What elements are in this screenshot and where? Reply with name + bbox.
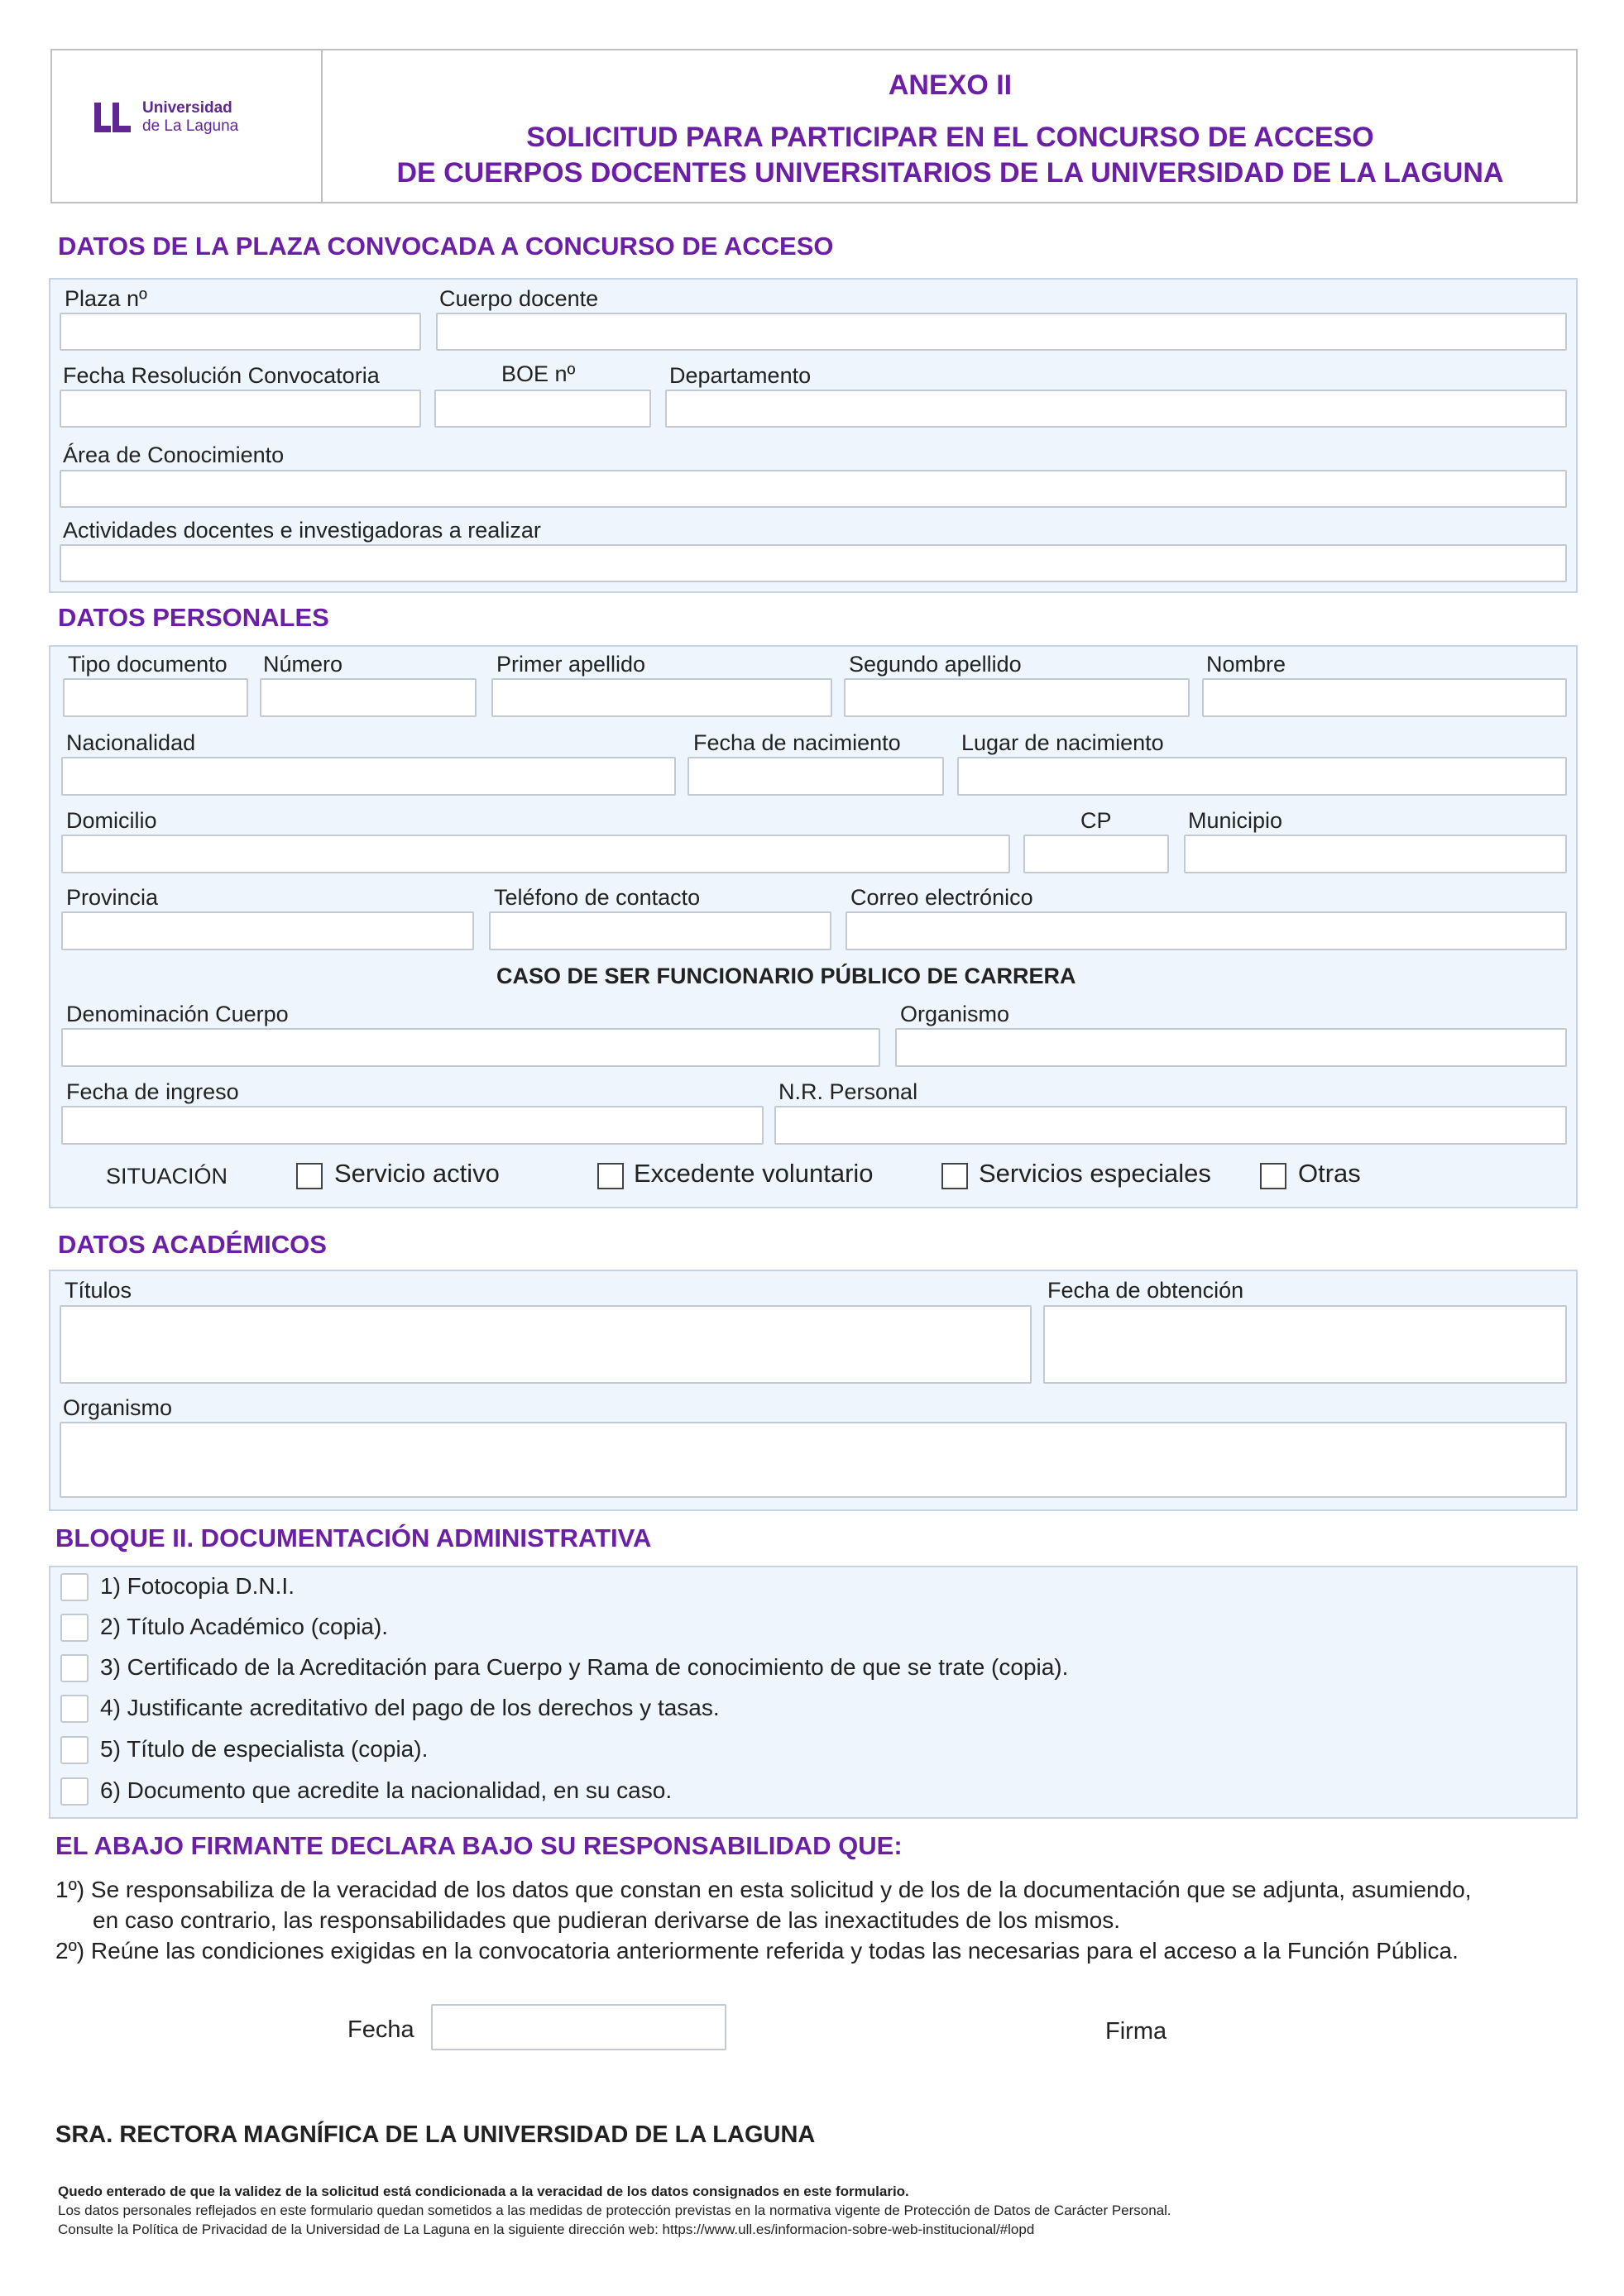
- plaza-no-field[interactable]: [60, 313, 421, 351]
- situacion-excedente-checkbox[interactable]: [597, 1163, 624, 1189]
- footer-note-3: Consulte la Política de Privacidad de la Universidad de La Laguna en la siguiente dirección web: https://www.ull.es/informacion-sobre-web-institucional/#lopd: [58, 2222, 1035, 2237]
- denominacion-cuerpo-label: Denominación Cuerpo: [66, 1002, 289, 1026]
- situacion-label: SITUACIÓN: [106, 1164, 228, 1189]
- situacion-option-label: Excedente voluntario: [634, 1159, 874, 1188]
- organismo-label: Organismo: [900, 1002, 1010, 1026]
- doc-checkbox-titulo[interactable]: [60, 1614, 89, 1642]
- numero-field[interactable]: [260, 678, 477, 717]
- fecha-ingreso-label: Fecha de ingreso: [66, 1079, 239, 1104]
- cp-label: CP: [1080, 808, 1112, 833]
- form-title-line1: SOLICITUD PARA PARTICIPAR EN EL CONCURSO DE ACCESO: [526, 122, 1374, 153]
- situacion-servicio-activo-checkbox[interactable]: [296, 1163, 323, 1189]
- titulos-label: Títulos: [65, 1278, 132, 1303]
- situacion-option-label: Servicios especiales: [979, 1159, 1211, 1188]
- doc-item-label: 3) Certificado de la Acreditación para Cuerpo y Rama de conocimiento de que se trate (copia).: [100, 1654, 1069, 1680]
- declaracion-section-title: EL ABAJO FIRMANTE DECLARA BAJO SU RESPONSABILIDAD QUE:: [55, 1831, 903, 1860]
- tipo-documento-field[interactable]: [63, 678, 248, 717]
- anexo-title: ANEXO II: [888, 69, 1013, 101]
- plaza-no-label: Plaza nº: [65, 286, 147, 311]
- segundo-apellido-field[interactable]: [844, 678, 1190, 717]
- fecha-label: Fecha: [347, 2016, 414, 2043]
- fecha-obtencion-field[interactable]: [1043, 1305, 1567, 1384]
- situacion-option-label: Servicio activo: [334, 1159, 500, 1188]
- doc-checkbox-especialista[interactable]: [60, 1736, 89, 1764]
- footer-note-bold: Quedo enterado de que la validez de la solicitud está condicionada a la veracidad de los datos consignados en este formulario.: [58, 2184, 909, 2199]
- doc-item-label: 5) Título de especialista (copia).: [100, 1736, 429, 1762]
- fecha-nacimiento-field[interactable]: [687, 757, 944, 796]
- destinatario: SRA. RECTORA MAGNÍFICA DE LA UNIVERSIDAD DE LA LAGUNA: [55, 2121, 816, 2148]
- municipio-field[interactable]: [1184, 835, 1567, 873]
- fecha-field[interactable]: [431, 2004, 726, 2050]
- university-logo: [91, 99, 238, 136]
- fecha-resolucion-label: Fecha Resolución Convocatoria: [63, 363, 380, 388]
- declaracion-p1-b: en caso contrario, las responsabilidades que pudieran derivarse de las inexactitudes de los mismos.: [93, 1907, 1121, 1933]
- nacionalidad-label: Nacionalidad: [66, 730, 196, 755]
- nombre-field[interactable]: [1202, 678, 1567, 717]
- documentacion-section-title: BLOQUE II. DOCUMENTACIÓN ADMINISTRATIVA: [55, 1523, 652, 1552]
- boe-field[interactable]: [434, 390, 651, 428]
- boe-label: BOE nº: [501, 361, 576, 386]
- cp-field[interactable]: [1023, 835, 1169, 873]
- provincia-field[interactable]: [61, 911, 474, 950]
- domicilio-label: Domicilio: [66, 808, 157, 833]
- declaracion-p2: 2º) Reúne las condiciones exigidas en la convocatoria anteriormente referida y todas las necesarias para el acceso a la Función Pública.: [55, 1938, 1459, 1964]
- departamento-field[interactable]: [665, 390, 1567, 428]
- departamento-label: Departamento: [669, 363, 812, 388]
- doc-item-label: 2) Título Académico (copia).: [100, 1614, 389, 1639]
- correo-label: Correo electrónico: [850, 885, 1033, 910]
- organismo-field[interactable]: [895, 1028, 1567, 1067]
- logo-line1: Universidad: [142, 99, 232, 117]
- nr-personal-label: N.R. Personal: [778, 1079, 918, 1104]
- situacion-otras-checkbox[interactable]: [1260, 1163, 1286, 1189]
- situacion-option-label: Otras: [1298, 1159, 1361, 1188]
- logo-line2: de La Laguna: [142, 117, 239, 135]
- provincia-label: Provincia: [66, 885, 159, 910]
- denominacion-cuerpo-field[interactable]: [61, 1028, 880, 1067]
- primer-apellido-field[interactable]: [491, 678, 832, 717]
- fecha-ingreso-field[interactable]: [61, 1106, 764, 1145]
- primer-apellido-label: Primer apellido: [496, 652, 646, 677]
- area-label: Área de Conocimiento: [63, 442, 285, 467]
- footer-note-2: Los datos personales reflejados en este formulario quedan sometidos a las medidas de protección previstas en la normativa vigente de Protección de Datos de Carácter Personal.: [58, 2203, 1171, 2218]
- doc-checkbox-acreditacion[interactable]: [60, 1654, 89, 1682]
- situacion-servicios-especiales-checkbox[interactable]: [941, 1163, 968, 1189]
- plaza-section-title: DATOS DE LA PLAZA CONVOCADA A CONCURSO DE ACCESO: [58, 232, 834, 261]
- doc-checkbox-dni[interactable]: [60, 1573, 89, 1601]
- lugar-nacimiento-field[interactable]: [957, 757, 1567, 796]
- doc-item-label: 4) Justificante acreditativo del pago de los derechos y tasas.: [100, 1695, 720, 1720]
- doc-checkbox-nacionalidad[interactable]: [60, 1777, 89, 1806]
- nombre-label: Nombre: [1206, 652, 1286, 677]
- telefono-field[interactable]: [489, 911, 831, 950]
- fecha-obtencion-label: Fecha de obtención: [1047, 1278, 1244, 1303]
- telefono-label: Teléfono de contacto: [494, 885, 701, 910]
- doc-item-label: 1) Fotocopia D.N.I.: [100, 1573, 295, 1599]
- actividades-label: Actividades docentes e investigadoras a realizar: [63, 518, 541, 543]
- doc-checkbox-pago[interactable]: [60, 1695, 89, 1723]
- academicos-organismo-label: Organismo: [63, 1395, 173, 1420]
- lugar-nacimiento-label: Lugar de nacimiento: [961, 730, 1164, 755]
- domicilio-field[interactable]: [61, 835, 1010, 873]
- declaracion-p1-a: 1º) Se responsabiliza de la veracidad de los datos que constan en esta solicitud y de los de la documentación que se adjunta, asumiendo,: [55, 1877, 1472, 1902]
- numero-label: Número: [263, 652, 343, 677]
- nr-personal-field[interactable]: [774, 1106, 1567, 1145]
- actividades-field[interactable]: [60, 544, 1567, 582]
- tipo-documento-label: Tipo documento: [68, 652, 228, 677]
- ull-logo-icon: [91, 99, 134, 136]
- municipio-label: Municipio: [1188, 808, 1283, 833]
- cuerpo-docente-label: Cuerpo docente: [439, 286, 599, 311]
- fecha-nacimiento-label: Fecha de nacimiento: [693, 730, 901, 755]
- area-field[interactable]: [60, 470, 1567, 508]
- segundo-apellido-label: Segundo apellido: [849, 652, 1022, 677]
- firma-label: Firma: [1105, 2018, 1167, 2045]
- fecha-resolucion-field[interactable]: [60, 390, 421, 428]
- form-title-line2: DE CUERPOS DOCENTES UNIVERSITARIOS DE LA UNIVERSIDAD DE LA LAGUNA: [396, 157, 1504, 189]
- cuerpo-docente-field[interactable]: [436, 313, 1567, 351]
- personales-section-title: DATOS PERSONALES: [58, 603, 329, 632]
- nacionalidad-field[interactable]: [61, 757, 676, 796]
- academicos-section-title: DATOS ACADÉMICOS: [58, 1230, 327, 1259]
- correo-field[interactable]: [846, 911, 1567, 950]
- funcionario-subtitle: CASO DE SER FUNCIONARIO PÚBLICO DE CARRERA: [496, 964, 1076, 988]
- academicos-organismo-field[interactable]: [60, 1422, 1567, 1498]
- titulos-field[interactable]: [60, 1305, 1032, 1384]
- doc-item-label: 6) Documento que acredite la nacionalidad, en su caso.: [100, 1777, 673, 1803]
